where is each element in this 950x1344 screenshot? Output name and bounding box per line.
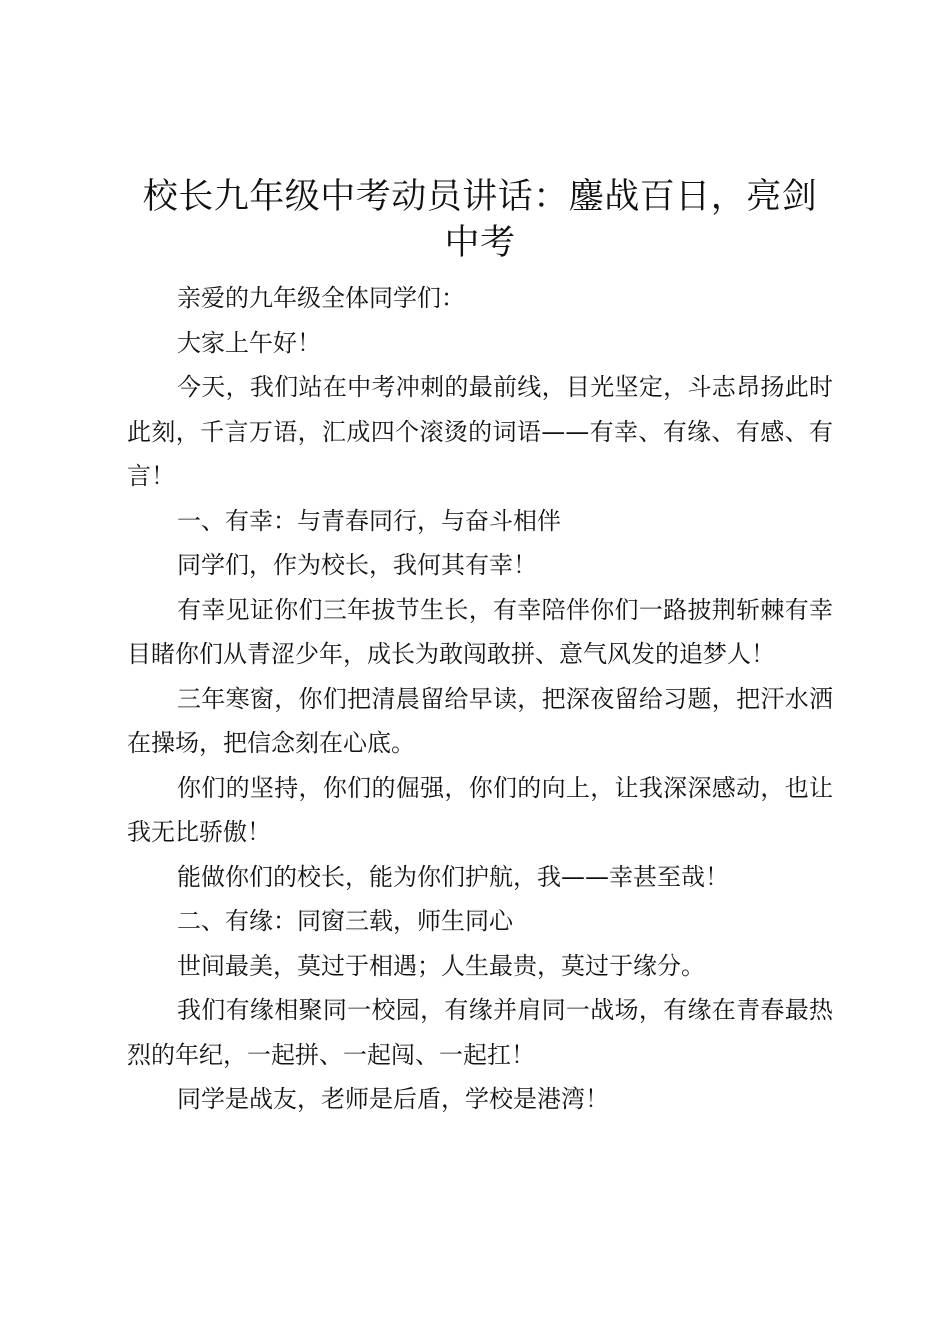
section-heading: 一、有幸：与青春同行，与奋斗相伴 — [177, 506, 561, 535]
section-heading: 二、有缘：同窗三载，师生同心 — [177, 907, 513, 935]
paragraph: 能做你们的校长，能为你们护航，我——幸甚至哉！ — [177, 862, 729, 891]
paragraph: 三年寒窗，你们把清晨留给早读，把深夜留给习题，把汗水洒在操场，把信念刻在心底。 — [127, 684, 833, 757]
paragraph: 大家上午好！ — [177, 328, 321, 357]
paragraph: 有幸见证你们三年拔节生长，有幸陪伴你们一路披荆斩棘有幸目睹你们从青涩少年，成长为敢闯敢拼、意气风发的追梦人！ — [127, 595, 833, 668]
paragraph: 同学们，作为校长，我何其有幸！ — [177, 551, 537, 579]
document-title: 校长九年级中考动员讲话：鏖战百日，亮剑中考 — [142, 177, 818, 263]
paragraph: 亲爱的九年级全体同学们： — [177, 284, 465, 312]
paragraph: 世间最美，莫过于相遇；人生最贵，莫过于缘分。 — [177, 951, 705, 980]
paragraph: 你们的坚持，你们的倔强，你们的向上，让我深深感动，也让我无比骄傲！ — [127, 773, 833, 846]
paragraph: 我们有缘相聚同一校园，有缘并肩同一战场，有缘在青春最热烈的年纪，一起拼、一起闯、一起扛！ — [127, 996, 833, 1069]
paragraph: 同学是战友，老师是后盾，学校是港湾！ — [177, 1085, 609, 1113]
document-body — [127, 276, 833, 1122]
paragraph: 今天，我们站在中考冲刺的最前线，目光坚定，斗志昂扬此时此刻，千言万语，汇成四个滚烫的词语——有幸、有缘、有感、有言！ — [127, 373, 833, 490]
